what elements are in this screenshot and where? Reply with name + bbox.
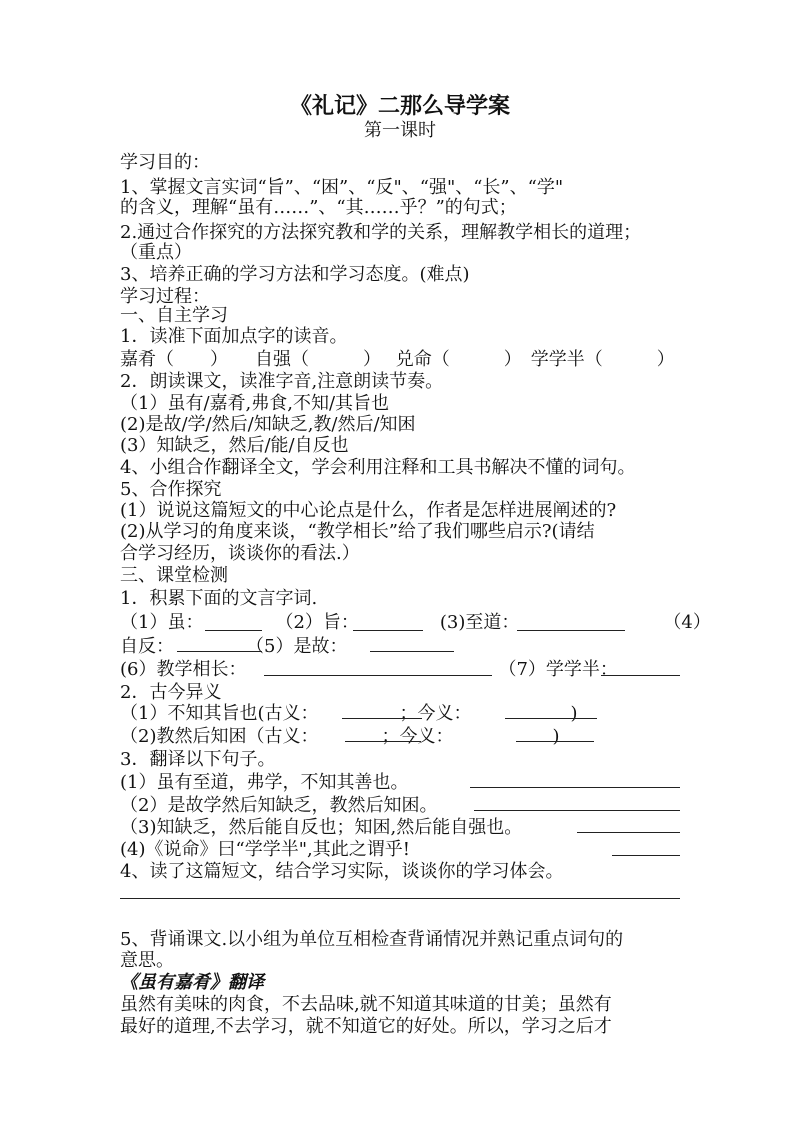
blank-translate-2[interactable] bbox=[474, 810, 680, 811]
blank-meaning-1b[interactable] bbox=[505, 718, 597, 719]
translate-4: (4)《说命》曰“学学半",其此之谓乎! bbox=[120, 839, 410, 860]
blank-vocab-3[interactable] bbox=[517, 630, 625, 631]
translate-3: （3)知缺乏，然后能自反也；知困,然后能自强也。 bbox=[120, 817, 523, 838]
goal-1-line-1: 1、掌握文言实词“旨”、“困”、“反"、“强"、“长”、“学" bbox=[120, 177, 564, 198]
rhythm-2: (2)是故/学/然后/知缺乏,教/然后/知困 bbox=[120, 414, 416, 435]
blank-meaning-2b[interactable] bbox=[516, 741, 594, 742]
meaning-1: （1）不知其旨也(古义： ；今义： ) bbox=[120, 703, 578, 724]
blank-reflection[interactable] bbox=[120, 898, 680, 899]
goal-2-line-1: 2.通过合作探究的方法探究教和学的关系，理解教学相长的道理； bbox=[120, 222, 642, 243]
task-reflection: 4、读了这篇短文，结合学习实际，谈谈你的学习体会。 bbox=[120, 861, 564, 882]
vocab-row-3: (6）教学相长： （7）学学半： bbox=[120, 659, 618, 680]
check-1: 1．积累下面的文言字词. bbox=[120, 588, 318, 609]
translation-line-2: 最好的道理,不去学习，就不知道它的好处。所以，学习之后才 bbox=[120, 1016, 612, 1037]
check-2: 2．古今异义 bbox=[120, 682, 222, 703]
blank-vocab-6[interactable] bbox=[264, 675, 492, 676]
translate-1: (1）虽有至道，弗学，不知其善也。 bbox=[120, 772, 409, 793]
section-1-heading: 一、自主学习 bbox=[120, 305, 228, 326]
blank-meaning-2a[interactable] bbox=[345, 741, 421, 742]
check-3: 3．翻译以下句子。 bbox=[120, 749, 276, 770]
vocab-row-1: （1）虽： （2）旨： (3)至道： （4） bbox=[120, 612, 711, 633]
pronunciation-items: 嘉肴（ ） 自强（ ） 兑命（ ） 学学半（ ） bbox=[120, 349, 675, 370]
document-subtitle: 第一课时 bbox=[364, 120, 436, 141]
goals-heading: 学习目的： bbox=[120, 152, 210, 173]
section-3-heading: 三、课堂检测 bbox=[120, 565, 228, 586]
blank-vocab-1[interactable] bbox=[205, 630, 262, 631]
task-1-1: 1．读准下面加点字的读音。 bbox=[120, 326, 348, 347]
goal-1-line-2: 的含义，理解“虽有……”、“其……乎？”的句式； bbox=[120, 197, 517, 218]
blank-translate-1[interactable] bbox=[470, 787, 680, 788]
task-recite-line-2: 意思。 bbox=[120, 950, 174, 971]
task-5: 5、合作探究 bbox=[120, 479, 222, 500]
goal-2-line-2: （重点） bbox=[120, 242, 192, 263]
rhythm-1: （1）虽有/嘉肴,弗食,不知/其旨也 bbox=[120, 393, 390, 414]
translation-line-1: 虽然有美味的肉食，不去品味,就不知道其味道的甘美；虽然有 bbox=[120, 994, 612, 1015]
blank-translate-4[interactable] bbox=[612, 855, 680, 856]
blank-vocab-7[interactable] bbox=[601, 675, 680, 676]
inquiry-2-line-1: (2)从学习的角度来谈，“教学相长”给了我们哪些启示?(请结 bbox=[120, 521, 595, 542]
process-heading: 学习过程： bbox=[120, 286, 210, 307]
task-4: 4、小组合作翻译全文，学会利用注释和工具书解决不懂的词句。 bbox=[120, 457, 636, 478]
document-title: 《礼记》二那么导学案 bbox=[289, 93, 510, 119]
inquiry-2-line-2: 合学习经历，谈谈你的看法.） bbox=[120, 543, 360, 564]
translate-2: （2）是故学然后知缺乏，教然后知困。 bbox=[120, 795, 438, 816]
rhythm-3: (3）知缺乏，然后/能/自反也 bbox=[120, 435, 349, 456]
vocab-row-2: 自反： （5）是故： bbox=[120, 636, 447, 657]
blank-meaning-1a[interactable] bbox=[342, 718, 422, 719]
meaning-2: （2)教然后知困（古义： ；今义： ) bbox=[120, 726, 560, 747]
goal-3: 3、培养正确的学习方法和学习态度。(难点) bbox=[120, 264, 470, 285]
blank-vocab-4[interactable] bbox=[177, 651, 262, 652]
inquiry-1: (1）说说这篇短文的中心论点是什么，作者是怎样进展阐述的? bbox=[120, 500, 617, 521]
translation-heading: 《虽有嘉肴》翻译 bbox=[120, 972, 264, 993]
task-recite-line-1: 5、背诵课文.以小组为单位互相检查背诵情况并熟记重点词句的 bbox=[120, 929, 624, 950]
blank-vocab-5[interactable] bbox=[370, 651, 454, 652]
task-1-2: 2．朗读课文，读准字音,注意朗读节奏。 bbox=[120, 371, 444, 392]
blank-translate-3[interactable] bbox=[577, 832, 680, 833]
blank-vocab-2[interactable] bbox=[353, 630, 423, 631]
